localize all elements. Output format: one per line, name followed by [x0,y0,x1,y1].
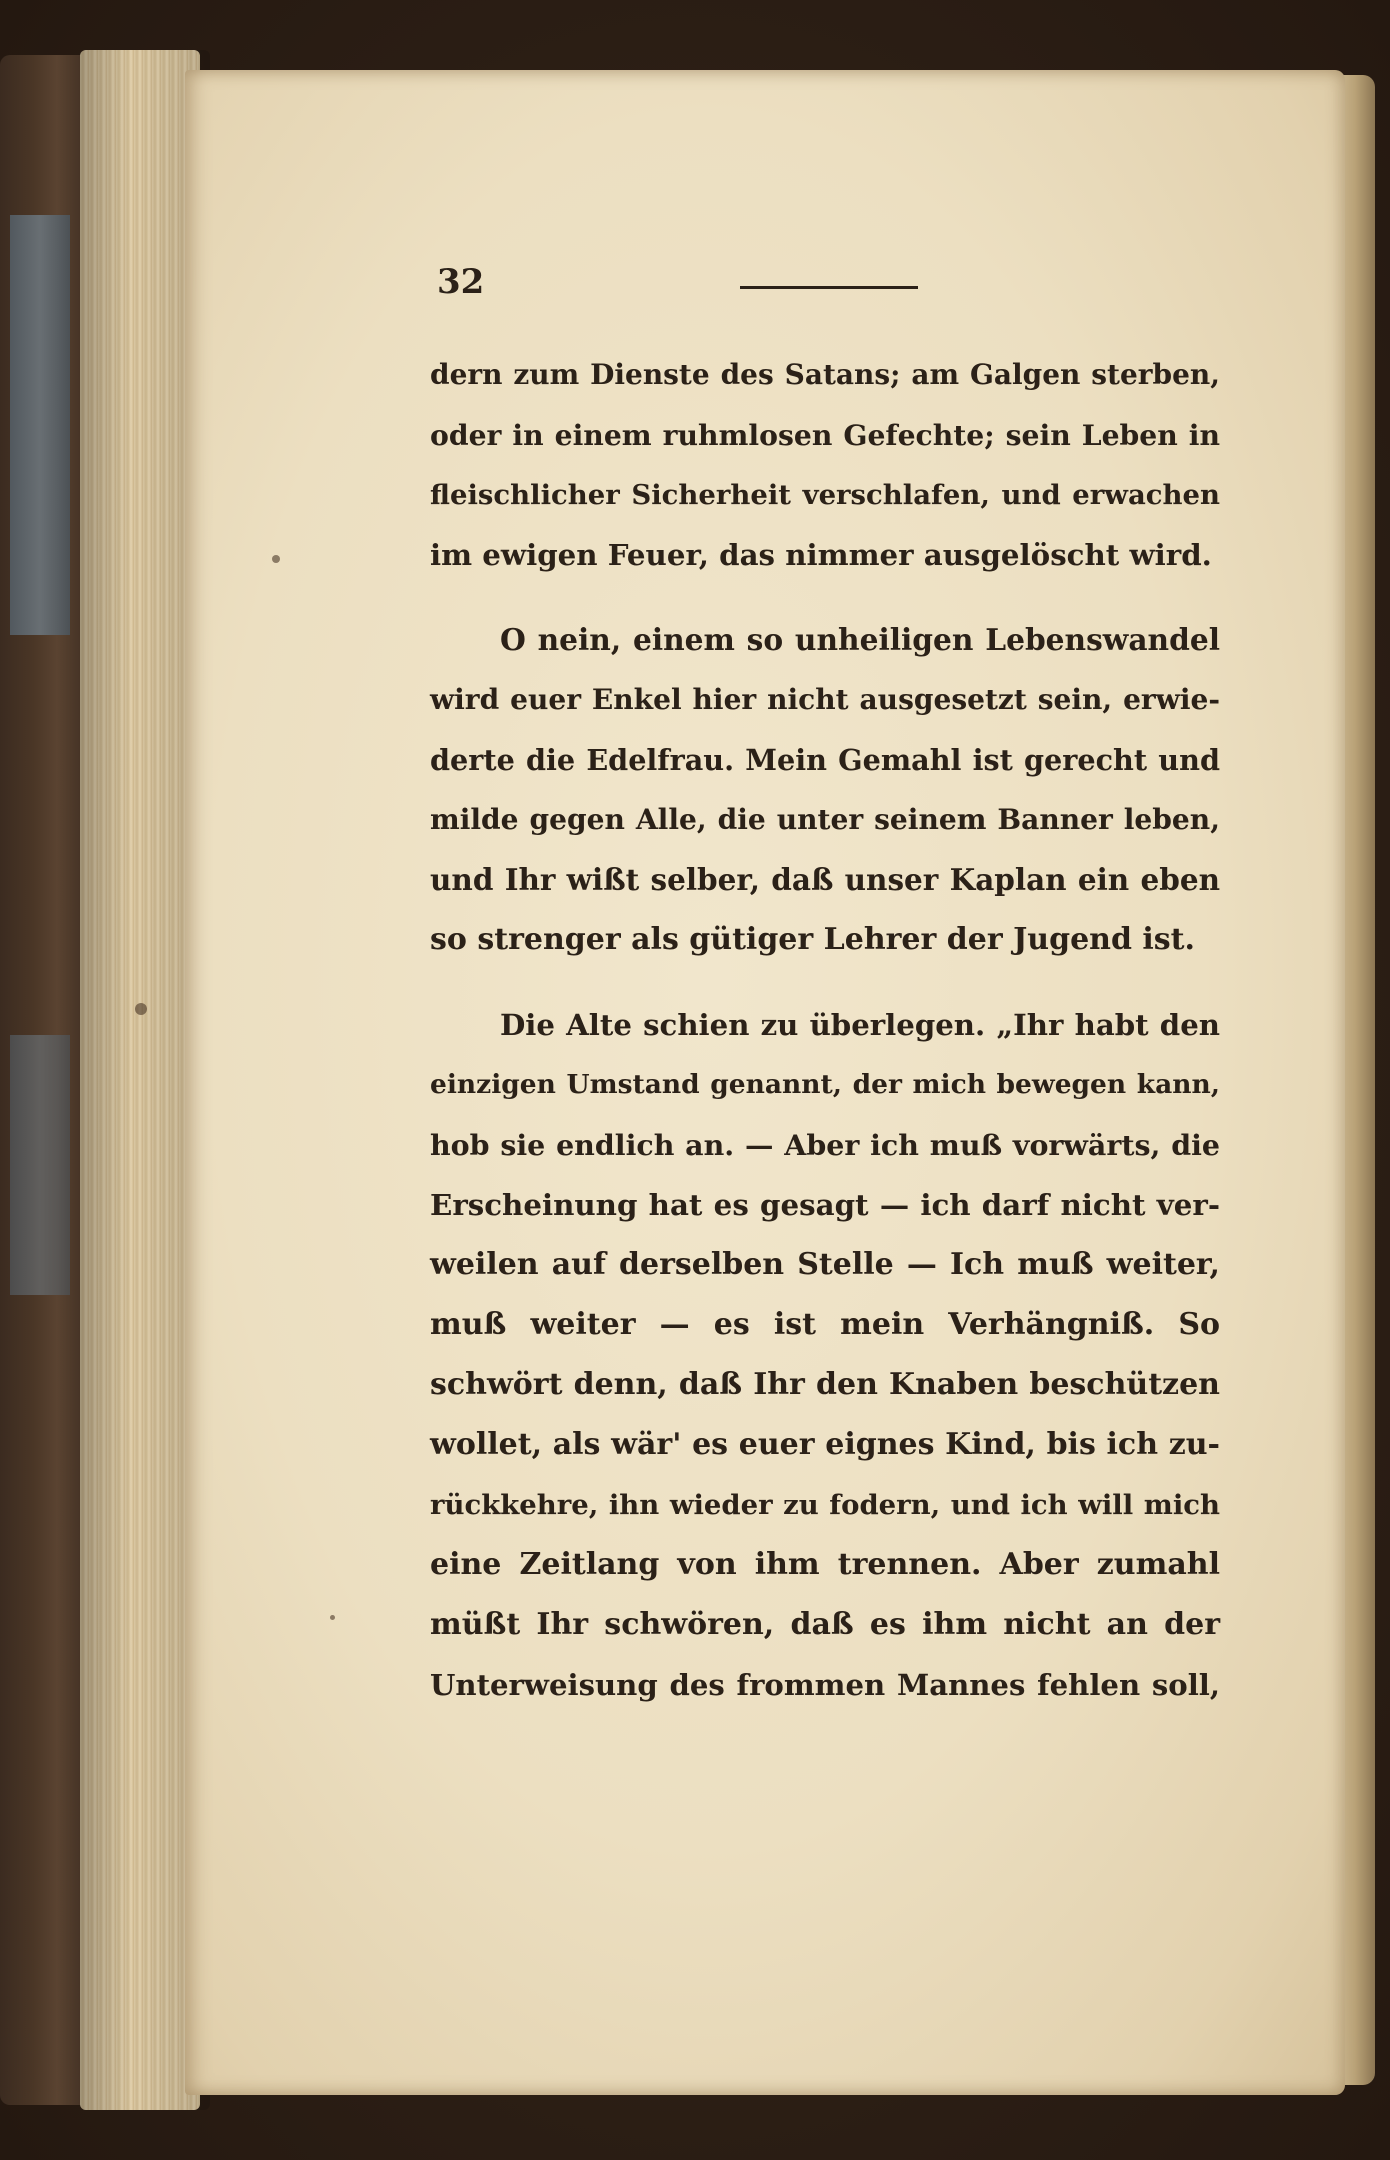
text-line: oder in einem ruhmlosen Gefechte; sein Leben in [430,418,1220,452]
page-number: 32 [437,262,485,302]
text-line: Erscheinung hat es gesagt — ich darf nicht ver- [430,1187,1220,1222]
binding-label-strip [10,1035,70,1295]
binding-label-strip [10,215,70,635]
paragraph [430,610,1220,970]
text-line: wird euer Enkel hier nicht ausgesetzt sein, erwie- [430,683,1220,716]
text-line: fleischlicher Sicherheit verschlafen, und erwachen [430,479,1220,511]
text-line: müßt Ihr schwören, daß es ihm nicht an der [430,1607,1220,1642]
text-line: eine Zeitlang von ihm trennen. Aber zumahl [430,1547,1220,1582]
page-speck [330,1615,335,1620]
text-line: im ewigen Feuer, das nimmer ausgelöscht wird. [430,538,1212,572]
header-rule [740,286,918,289]
text-line: einzigen Umstand genannt, der mich bewegen kann, [430,1069,1220,1100]
page-speck [272,555,280,563]
text-line: O nein, einem so unheiligen Lebenswandel [500,622,1220,657]
page-speck [135,1003,147,1015]
text-line: schwört denn, daß Ihr den Knaben beschützen [430,1367,1220,1402]
text-line: dern zum Dienste des Satans; am Galgen sterben, [430,358,1220,391]
text-line: hob sie endlich an. — Aber ich muß vorwärts, die [430,1128,1220,1162]
text-line: Die Alte schien zu überlegen. „Ihr habt den [500,1008,1220,1042]
text-line: muß weiter — es ist mein Verhängniß. So [430,1307,1220,1342]
paragraph [430,345,1220,585]
text-line: wollet, als wär' es euer eignes Kind, bis ich zu- [430,1427,1220,1462]
body-text [430,345,1220,1715]
text-line: derte die Edelfrau. Mein Gemahl ist gerecht und [430,743,1220,777]
paragraph [430,995,1220,1715]
text-line: und Ihr wißt selber, daß unser Kaplan ein eben [430,862,1220,897]
text-line: Unterweisung des frommen Mannes fehlen soll, [430,1668,1220,1702]
text-line: milde gegen Alle, die unter seinem Banner leben, [430,803,1220,836]
text-line: rückkehre, ihn wieder zu fodern, und ich will mich [430,1489,1220,1521]
text-line: so strenger als gütiger Lehrer der Jugend ist. [430,922,1195,957]
text-line: weilen auf derselben Stelle — Ich muß weiter, [430,1247,1220,1282]
